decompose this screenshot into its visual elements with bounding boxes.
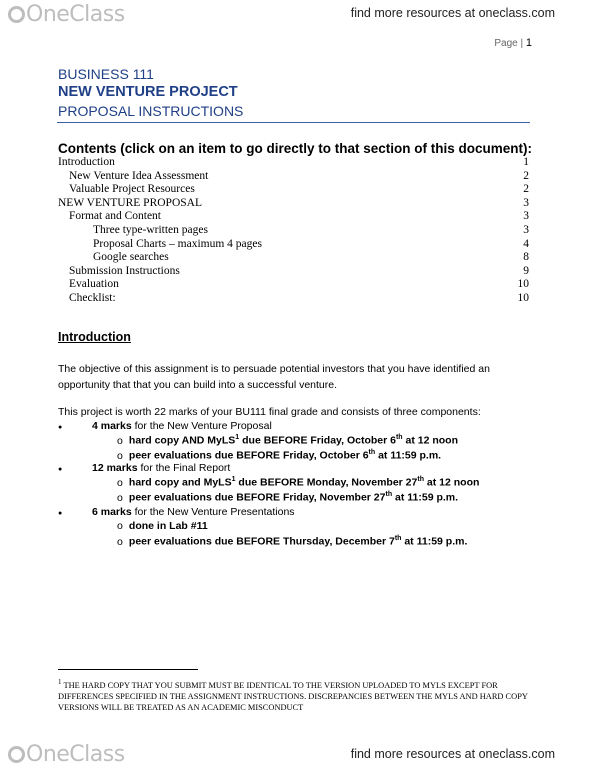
sub-bullet-icon: o	[117, 434, 123, 447]
footer-banner	[0, 739, 595, 770]
logo-text: OneClass	[26, 2, 125, 27]
bullet-icon: ●	[58, 510, 63, 517]
component-bullet	[58, 420, 272, 432]
superscript: th	[395, 434, 403, 441]
worth-paragraph: This project is worth 22 marks of your BU111 final grade and consists of three components:	[58, 406, 481, 418]
bullet-icon: ●	[58, 466, 63, 473]
sub-text: at 12 noon	[402, 434, 459, 447]
toc-entry[interactable]	[58, 251, 531, 265]
superscript: 1	[235, 434, 240, 441]
toc-entry-label: Submission Instructions	[69, 264, 180, 277]
sub-text: peer evaluations due BEFORE Friday, November 27	[128, 491, 386, 504]
component-marks: 12 marks	[92, 462, 138, 474]
toc-entry-page: 4	[523, 237, 529, 250]
logo-circle-icon	[8, 6, 25, 23]
project-title: NEW VENTURE PROJECT	[58, 84, 238, 100]
sub-text: done in Lab #11	[128, 520, 208, 532]
component-label: for the Final Report	[137, 462, 231, 474]
sub-text: hard copy and MyLS	[128, 476, 232, 489]
component-label: for the New Venture Presentations	[131, 506, 295, 518]
superscript: th	[417, 476, 424, 483]
oneclass-logo-footer[interactable]: OneClass	[8, 742, 125, 767]
toc-entry-label: NEW VENTURE PROPOSAL	[58, 196, 202, 209]
toc-entry-label: Introduction	[58, 156, 115, 168]
component-sub-bullet	[117, 476, 479, 489]
toc-entry[interactable]	[58, 156, 531, 170]
sub-bullet-icon: o	[117, 449, 123, 462]
superscript: th	[368, 449, 376, 456]
toc-entry[interactable]	[58, 238, 531, 252]
component-sub-bullet	[117, 491, 458, 504]
superscript: 1	[231, 476, 236, 483]
sub-bullet-icon: o	[117, 476, 123, 489]
toc-entry-page: 2	[523, 169, 529, 182]
toc-entry-label: Valuable Project Resources	[69, 183, 195, 196]
resources-link[interactable]: find more resources at oneclass.com	[350, 6, 555, 20]
toc-entry-page: 3	[523, 223, 529, 236]
toc-entry-label: Google searches	[93, 251, 169, 264]
toc-entry[interactable]	[58, 170, 531, 184]
sub-text: at 12 noon	[423, 476, 480, 489]
toc-entry[interactable]	[58, 265, 531, 279]
logo-circle-icon	[8, 746, 25, 763]
sub-bullet-icon: o	[117, 535, 123, 548]
resources-link-footer[interactable]: find more resources at oneclass.com	[350, 747, 555, 761]
toc-entry-page: 3	[523, 210, 529, 223]
bullet-icon: ●	[58, 424, 63, 431]
sub-text: at 11:59 p.m.	[375, 449, 442, 462]
sub-text: peer evaluations due BEFORE Friday, October 6	[128, 449, 369, 462]
footnote: $^1$ THE HARD COPY THAT YOU SUBMIT MUST BE IDENTICAL TO THE VERSION UPLOADED TO MYLS EXCEPT FOR DIFFERENCES SPECIFIED IN THE ASSIGNMENT INSTRUCTIONS. DISCREPANCIES BETWEEN THE MYLS AND HARD COPY VERSIONS WILL BE TREATED AS AN ACADEMIC MISCONDUCT	[58, 678, 528, 713]
sub-bullet-icon: o	[117, 491, 123, 504]
page-number: Page | 1	[494, 37, 532, 49]
toc-entry-page: 10	[517, 278, 529, 291]
component-label: for the New Venture Proposal	[131, 420, 272, 432]
sub-text: due BEFORE Monday, November 27	[235, 476, 418, 489]
header-divider	[57, 122, 530, 123]
component-sub-bullet	[117, 520, 208, 532]
toc-entry[interactable]	[58, 197, 531, 211]
superscript: th	[394, 535, 402, 542]
component-sub-bullet	[117, 535, 467, 548]
table-of-contents	[58, 156, 531, 306]
toc-entry[interactable]	[58, 183, 531, 197]
component-bullet	[58, 506, 295, 518]
component-sub-bullet	[117, 434, 458, 447]
contents-title: Contents (click on an item to go directly to that section of this document):	[58, 141, 533, 156]
toc-entry[interactable]	[58, 210, 531, 224]
toc-entry-page: 8	[523, 251, 529, 264]
component-sub-bullet	[117, 449, 441, 462]
sub-text: due BEFORE Friday, October 6	[239, 434, 396, 447]
document-subtitle: PROPOSAL INSTRUCTIONS	[58, 103, 244, 119]
toc-entry-label: Checklist:	[69, 291, 116, 304]
toc-entry-page: 9	[523, 264, 529, 277]
toc-entry-label: Proposal Charts – maximum 4 pages	[93, 237, 262, 250]
toc-entry-label: New Venture Idea Assessment	[69, 169, 209, 182]
toc-entry[interactable]	[58, 278, 531, 292]
component-marks: 6 marks	[92, 506, 132, 518]
toc-entry[interactable]	[58, 224, 531, 238]
component-bullet	[58, 462, 230, 474]
sub-text: hard copy AND MyLS	[128, 434, 236, 447]
course-title: BUSINESS 111	[58, 66, 154, 82]
toc-entry-label: Evaluation	[69, 278, 119, 291]
toc-entry[interactable]	[58, 292, 531, 306]
footnote-divider	[58, 669, 198, 670]
superscript: th	[385, 491, 393, 498]
introduction-heading: Introduction	[58, 330, 131, 344]
oneclass-logo[interactable]	[8, 2, 125, 27]
component-marks: 4 marks	[92, 420, 132, 432]
sub-text: peer evaluations due BEFORE Thursday, December 7	[128, 535, 395, 548]
sub-text: at 11:59 p.m.	[392, 491, 459, 504]
toc-entry-page: 3	[523, 196, 529, 209]
toc-entry-page: 1	[523, 156, 529, 168]
sub-bullet-icon: o	[117, 520, 123, 532]
toc-entry-page: 10	[517, 291, 529, 304]
toc-entry-label: Format and Content	[69, 210, 161, 223]
toc-entry-page: 2	[523, 183, 529, 196]
sub-text: at 11:59 p.m.	[401, 535, 468, 548]
objective-paragraph: The objective of this assignment is to persuade potential investors that you have identified an opportunity that that you can build into a successful venture.	[58, 363, 490, 391]
toc-entry-label: Three type-written pages	[93, 223, 208, 236]
